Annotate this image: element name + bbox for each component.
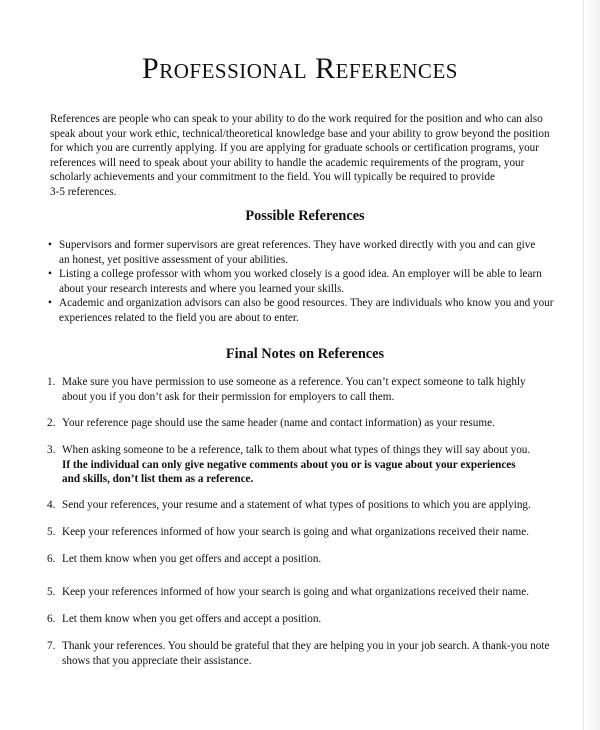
list-item-line: Supervisors and former supervisors are great references. They have worked directly with you and can give (59, 239, 536, 251)
list-item (47, 639, 567, 668)
list-number: 1. (47, 376, 56, 388)
list-item-line: Send your references, your resume and a statement of what types of positions to which you are applying. (62, 499, 531, 511)
list-item-line: Make sure you have permission to use someone as a reference. You can’t expect someone to talk highly (62, 376, 526, 388)
bullet-icon: • (48, 297, 52, 310)
list-item (48, 267, 568, 296)
list-item-line: an honest, yet positive assessment of your abilities. (59, 253, 288, 266)
intro-line: speak about your work ethic, technical/theoretical knowledge base and your ability to grow beyond the position (50, 127, 550, 140)
list-number: 4. (47, 499, 56, 511)
list-item (48, 296, 568, 325)
intro-line: 3-5 references. (50, 185, 117, 198)
list-number: 7. (47, 640, 56, 652)
intro-paragraph (50, 112, 565, 200)
list-item-line: about you if you don’t ask for their permission for employers to call them. (62, 390, 395, 403)
list-item-line: about your research interests and where you learned your skills. (59, 282, 345, 295)
list-number: 6. (47, 553, 56, 565)
list-item (47, 443, 567, 487)
list-item (47, 498, 567, 513)
list-number: 5. (47, 526, 56, 538)
list-item-line: Your reference page should use the same header (name and contact information) as your resume. (62, 417, 495, 429)
list-item-line: Thank your references. You should be grateful that they are helping you in your job search. A thank-you note (62, 640, 550, 652)
list-number: 6. (47, 613, 56, 625)
list-item-line: Academic and organization advisors can also be good resources. They are individuals who know you and your (59, 297, 554, 310)
intro-line: scholarly achievements and your commitment to the field. You will typically be required to provide (50, 171, 495, 184)
list-item-emphasis: and skills, don’t list them as a reference. (62, 473, 254, 486)
list-item-line: Listing a college professor with whom you worked closely is a good idea. An employer will be able to learn (59, 268, 542, 281)
page-title: Professional References (142, 52, 458, 85)
list-item (47, 375, 567, 404)
list-item-line: Let them know when you get offers and accept a position. (62, 553, 322, 565)
bullet-icon: • (48, 268, 52, 281)
possible-references-heading: Possible References (245, 208, 365, 224)
bullet-icon: • (48, 239, 52, 251)
list-item (47, 585, 567, 600)
list-number: 2. (47, 417, 56, 429)
list-number: 5. (47, 586, 56, 598)
list-item (47, 552, 567, 567)
list-item-line: Let them know when you get offers and accept a position. (62, 613, 322, 625)
list-item-line: Keep your references informed of how your search is going and what organizations received their name. (62, 526, 530, 538)
list-item (48, 238, 568, 267)
intro-line: references will need to speak about your ability to handle the academic requirements of the program, your (50, 156, 525, 169)
intro-line: for which you are currently applying. If you are applying for graduate schools or certification programs, your (50, 142, 539, 155)
list-item-line: shows that you appreciate their assistance. (62, 654, 252, 667)
list-item-line: experiences related to the field you are about to enter. (59, 311, 299, 324)
list-item (47, 612, 567, 627)
possible-references-list (48, 238, 568, 326)
list-item-line: Keep your references informed of how your search is going and what organizations received their name. (62, 586, 530, 598)
list-item-line: When asking someone to be a reference, talk to them about what types of things they will say about you. (62, 444, 531, 456)
list-item (47, 416, 567, 431)
list-item (47, 525, 567, 540)
list-number: 3. (47, 444, 56, 456)
intro-line: References are people who can speak to your ability to do the work required for the position and who can also (50, 113, 543, 125)
page-edge-shadow (583, 0, 600, 730)
list-item-emphasis: If the individual can only give negative comments about you or is vague about your experiences (62, 458, 516, 471)
final-notes-heading: Final Notes on References (225, 346, 385, 362)
